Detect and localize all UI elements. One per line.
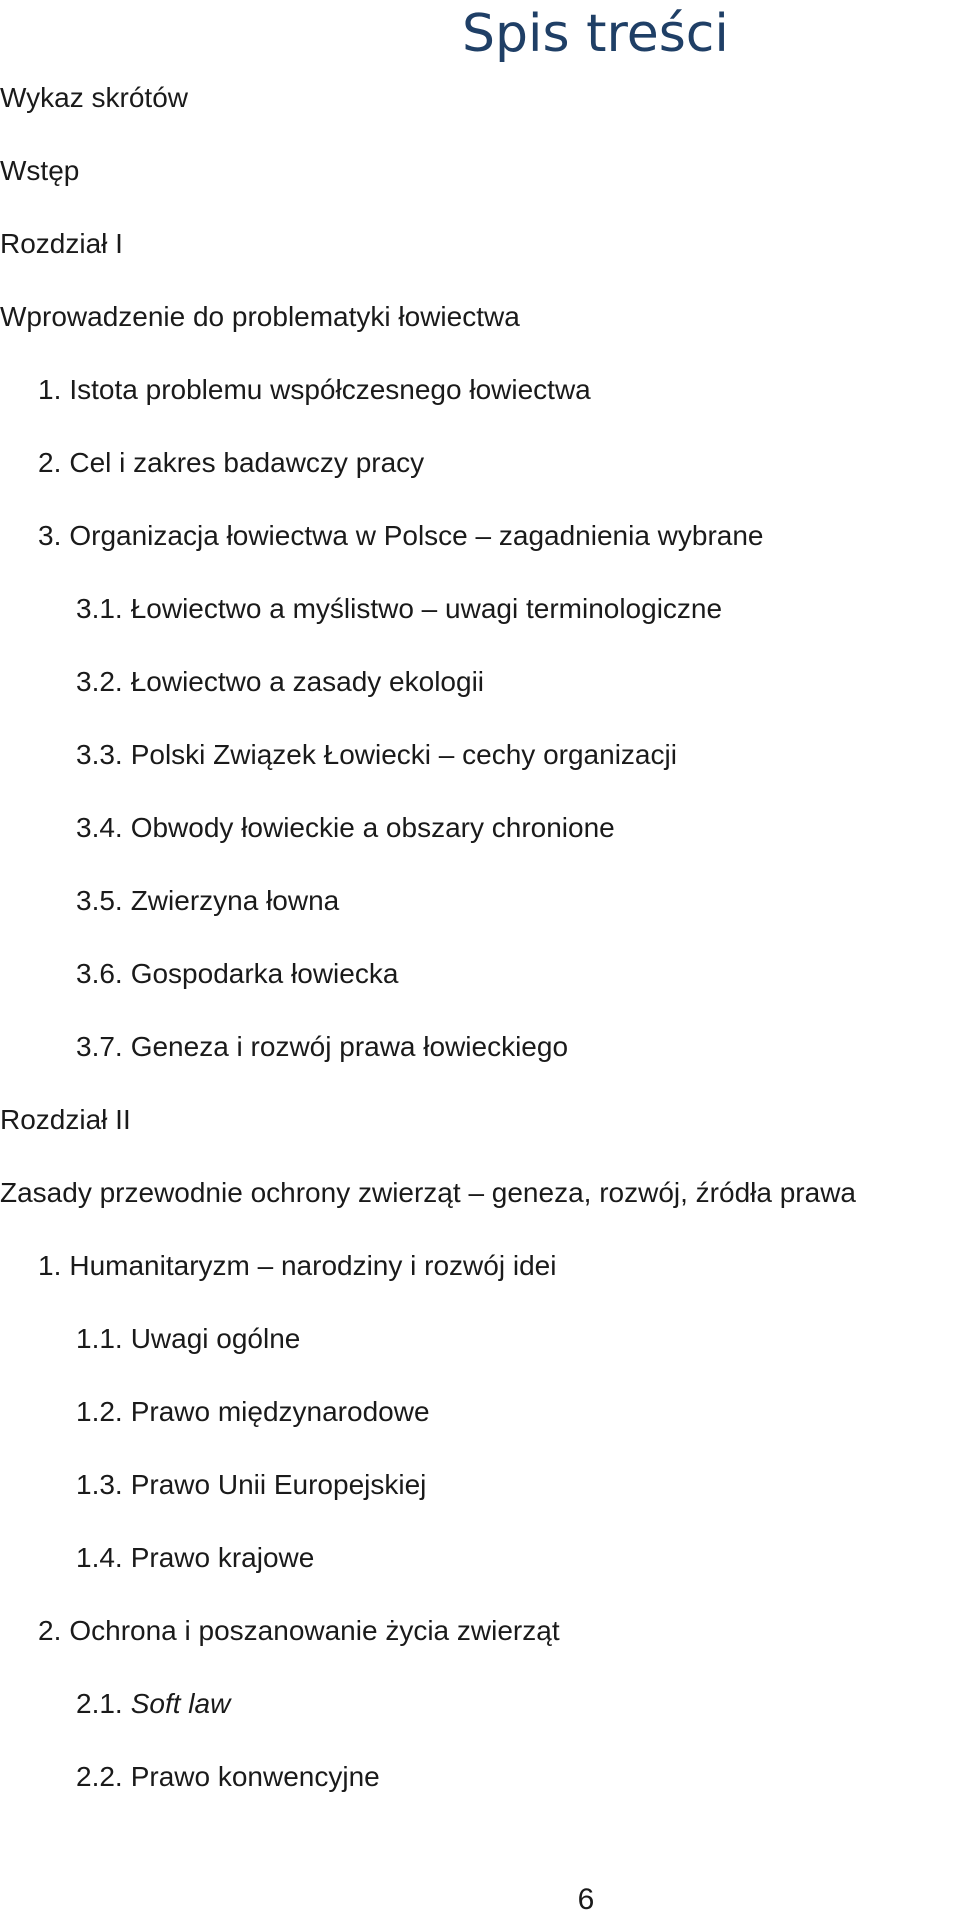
toc-entry-label: Prawo konwencyjne bbox=[130, 1761, 380, 1792]
toc-entry-label: Zasady przewodnie ochrony zwierząt – geneza, rozwój, źródła prawa bbox=[0, 1177, 856, 1208]
toc-entry-section-3-5 bbox=[0, 881, 339, 921]
page-title: Spis treści bbox=[462, 4, 729, 64]
toc-entry-label: Łowiectwo a myślistwo – uwagi terminologiczne bbox=[130, 593, 723, 624]
toc-entry-number: 3.7. bbox=[76, 1031, 123, 1062]
toc-entry-ch2-section-1-3 bbox=[0, 1465, 426, 1505]
toc-entry-number: 3.6. bbox=[76, 958, 123, 989]
toc-entry-ch2-section-1-1 bbox=[0, 1319, 300, 1359]
toc-entry-section-3-6 bbox=[0, 954, 398, 994]
toc-entry-number: 1. bbox=[38, 374, 62, 405]
toc-entry-section-1 bbox=[0, 370, 591, 410]
toc-entry-ch2-section-2-1 bbox=[0, 1684, 230, 1724]
toc-entry-label: Soft law bbox=[130, 1688, 231, 1719]
toc-entry-section-3-2 bbox=[0, 662, 484, 702]
toc-entry-label: Wprowadzenie do problematyki łowiectwa bbox=[0, 301, 520, 332]
toc-entry-number: 1.3. bbox=[76, 1469, 123, 1500]
toc-entry-number: 2. bbox=[38, 1615, 62, 1646]
toc-entry-section-3-1 bbox=[0, 589, 722, 629]
toc-entry-number: 3.5. bbox=[76, 885, 123, 916]
toc-entry-number: 1.2. bbox=[76, 1396, 123, 1427]
page-number: 6 bbox=[577, 1883, 595, 1916]
toc-entry-label: Ochrona i poszanowanie życia zwierząt bbox=[69, 1615, 560, 1646]
toc-entry-number: 2.1. bbox=[76, 1688, 123, 1719]
toc-entry-label: Łowiectwo a zasady ekologii bbox=[130, 666, 485, 697]
toc-entry-label: Wykaz skrótów bbox=[0, 82, 189, 113]
toc-entry-number: 1.4. bbox=[76, 1542, 123, 1573]
toc-entry-number: 2. bbox=[38, 447, 62, 478]
toc-entry-label: Uwagi ogólne bbox=[130, 1323, 301, 1354]
toc-entry-chapter-2-title bbox=[0, 1173, 856, 1213]
toc-entry-section-2 bbox=[0, 443, 424, 483]
toc-entry-wykaz-skrotow bbox=[0, 78, 188, 118]
toc-entry-ch2-section-2 bbox=[0, 1611, 560, 1651]
toc-entry-label: Cel i zakres badawczy pracy bbox=[69, 447, 425, 478]
toc-entry-ch2-section-2-2 bbox=[0, 1757, 380, 1797]
toc-entry-chapter-1 bbox=[0, 224, 123, 264]
toc-entry-number: 3.2. bbox=[76, 666, 123, 697]
toc-entry-label: Gospodarka łowiecka bbox=[130, 958, 399, 989]
toc-entry-number: 1. bbox=[38, 1250, 62, 1281]
toc-entry-ch2-section-1 bbox=[0, 1246, 556, 1286]
toc-entry-label: Polski Związek Łowiecki – cechy organizacji bbox=[130, 739, 677, 770]
toc-entry-label: Humanitaryzm – narodziny i rozwój idei bbox=[69, 1250, 557, 1281]
toc-entry-ch2-section-1-4 bbox=[0, 1538, 314, 1578]
toc-entry-section-3-7 bbox=[0, 1027, 568, 1067]
toc-entry-section-3-3 bbox=[0, 735, 677, 775]
toc-entry-label: Istota problemu współczesnego łowiectwa bbox=[69, 374, 591, 405]
toc-entry-label: Prawo Unii Europejskiej bbox=[130, 1469, 427, 1500]
toc-entry-label: Geneza i rozwój prawa łowieckiego bbox=[130, 1031, 569, 1062]
toc-entry-number: 3.1. bbox=[76, 593, 123, 624]
toc-entry-label: Rozdział I bbox=[0, 228, 123, 259]
toc-entry-label: Prawo krajowe bbox=[130, 1542, 315, 1573]
toc-entry-label: Zwierzyna łowna bbox=[130, 885, 340, 916]
toc-entry-number: 3. bbox=[38, 520, 62, 551]
toc-entry-label: Rozdział II bbox=[0, 1104, 131, 1135]
toc-entry-wstep bbox=[0, 151, 79, 191]
toc-entry-section-3 bbox=[0, 516, 764, 556]
toc-entry-number: 3.3. bbox=[76, 739, 123, 770]
toc-entry-label: Organizacja łowiectwa w Polsce – zagadnienia wybrane bbox=[69, 520, 764, 551]
toc-entry-chapter-2 bbox=[0, 1100, 131, 1140]
toc-entry-label: Obwody łowieckie a obszary chronione bbox=[130, 812, 615, 843]
toc-entry-number: 1.1. bbox=[76, 1323, 123, 1354]
toc-entry-chapter-1-title bbox=[0, 297, 520, 337]
toc-entry-label: Wstęp bbox=[0, 155, 80, 186]
toc-entry-section-3-4 bbox=[0, 808, 615, 848]
toc-entry-number: 3.4. bbox=[76, 812, 123, 843]
toc-entry-label: Prawo międzynarodowe bbox=[130, 1396, 430, 1427]
toc-entry-ch2-section-1-2 bbox=[0, 1392, 430, 1432]
toc-entry-number: 2.2. bbox=[76, 1761, 123, 1792]
